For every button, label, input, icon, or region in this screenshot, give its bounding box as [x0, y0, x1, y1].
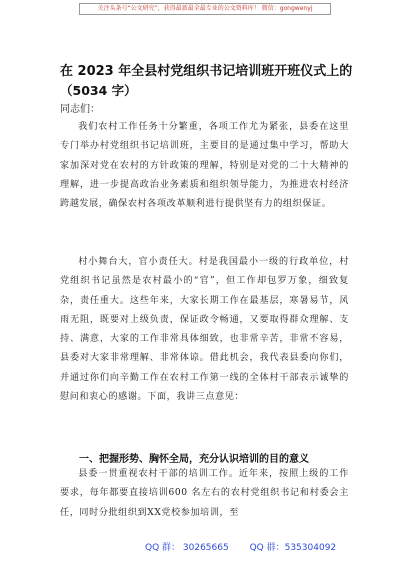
paragraph-1: 我们农村工作任务十分繁重，各项工作尤为紧张，县委在这里专门举办村党组织书记培训班，主要目的是通过集中学习，帮助大家加深对党在农村的方针政策的理解，特别是对党的二十大精神的理解，进一步提高政治业务素质和组织领导能力，为推进农村经济跨越发展，确保农村各项改革顺利进行提供坚有力的组织保证。 — [60, 122, 349, 210]
document-title: 在 2023 年全县村党组织书记培训班开班仪式上的 — [60, 64, 353, 79]
word-count: （5034 字） — [60, 83, 137, 98]
greeting: 同志们： — [60, 104, 100, 115]
section-heading: 一、把握形势、胸怀全局，充分认识培训的目的意义 — [79, 454, 309, 465]
paragraph-2: 村小舞台大，官小责任大。村是我国最小一级的行政单位，村党组织书记虽然是农村最小的“官”，但工作却包罗万象，细致复杂，责任重大。这些年来，大家长期工作在最基层，寒暑易节，风雨无阻，既要对上级负责，保证政令畅通，又要取得群众理解、支持、满意，大家的工作非常具体细致，也非常辛苦，非常不容易，县委对大家非常理解、非常体谅。借此机会，我代表县委向你们，并通过你们向辛勤工作在农村工作第一线的全体村干部表示诚挚的慰问和衷心的感谢。下面，我讲三点意见： — [60, 257, 349, 403]
paragraph-3: 县委一贯重视农村干部的培训工作。近年来，按照上级的工作要求，每年都要直接培训600 名左右的农村党组织书记和村委会主任，同时分批组织到XX党校参加培训，至 — [60, 469, 349, 518]
qq-group-1[interactable]: QQ 群： 30265665 — [145, 543, 229, 553]
promo-banner: 关注头条号“公文研究”，获得最新最全最专业的公文资料库！ 微信：gongwenyj — [79, 3, 331, 15]
qq-group-2[interactable]: QQ 群：535304092 — [249, 543, 337, 553]
footer-contacts — [145, 540, 354, 553]
